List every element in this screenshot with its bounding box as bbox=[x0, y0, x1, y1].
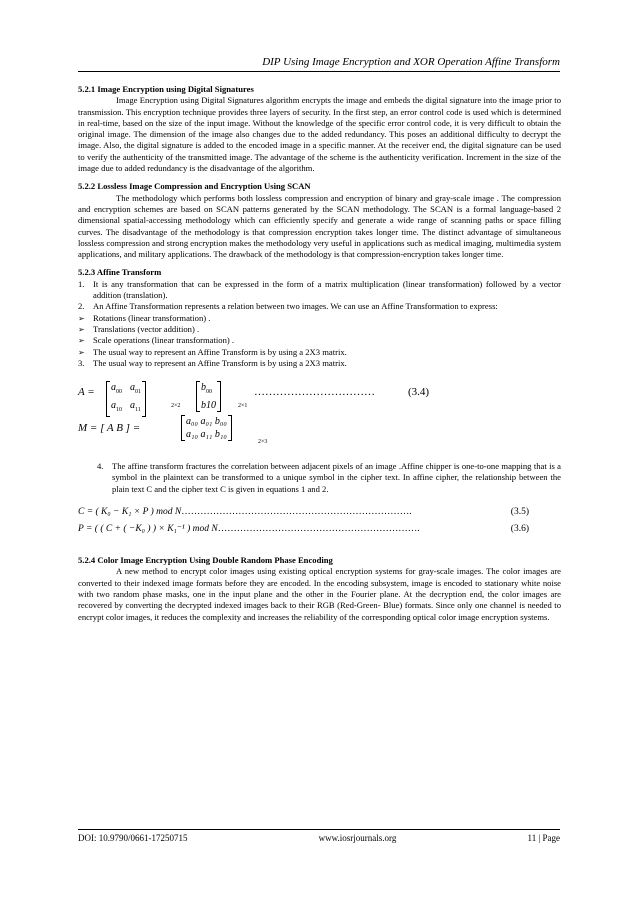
section-paragraph-5-2-2: The methodology which performs both lossless compression and encryption of binary and gray-scale image . The compression and encryption schemes are based on SCAN patterns generated by the SCAN methodology. The SCAN is a formal language-based 2 dimensional spatial-accessing methodology which can efficiently specify and generate a wide range of scanning paths or space filling curves. The disadvantage of the methodology is that compression encryption takes longer time. The distinct advantage of simultaneous lossless compression and strong encryption makes the methodology very useful in applications such as medical imaging, multimedia system applications, and military applications. The drawback of the methodology is that compression-encryption takes longer time. bbox=[78, 192, 561, 260]
arrow-bullet-icon: ➢ bbox=[78, 347, 85, 357]
matrix-cell: a bbox=[130, 382, 135, 394]
equation-formula: C = ( K₀ − K₁ × P ) mod N bbox=[78, 507, 182, 518]
equation-3-4 bbox=[78, 381, 561, 451]
list-item bbox=[78, 279, 561, 302]
bullet-item bbox=[78, 347, 561, 358]
section-heading-5-2-3: 5.2.3 Affine Transform bbox=[78, 267, 162, 278]
bullet-text: Scale operations (linear transformation) . bbox=[93, 335, 235, 346]
matrix-m-dimension: 2×3 bbox=[258, 439, 268, 446]
matrix-m bbox=[181, 415, 232, 441]
arrow-bullet-icon: ➢ bbox=[78, 324, 85, 334]
arrow-bullet-icon: ➢ bbox=[78, 336, 85, 346]
equation-expression bbox=[78, 524, 420, 535]
bullet-text: Rotations (linear transformation) . bbox=[93, 312, 211, 323]
list-item bbox=[78, 301, 561, 312]
matrix-cell: a bbox=[111, 382, 116, 394]
equation-formula: P = ( ( C + ( −K₀ ) ) × K₁⁻¹ ) mod N bbox=[78, 524, 218, 535]
matrix-cell-subscript: 00 bbox=[116, 389, 122, 396]
matrix-a-label: A = bbox=[78, 386, 95, 399]
list-item bbox=[78, 358, 561, 369]
matrix-cell-subscript: 10 bbox=[116, 407, 122, 414]
list-number: 3. bbox=[78, 357, 85, 368]
list-text: It is any transformation that can be expressed in the form of a matrix multiplication (linear transformation) followed by a vector addition (translation). bbox=[93, 278, 561, 301]
equation-3-5 bbox=[78, 507, 561, 524]
matrix-cell: a bbox=[130, 400, 135, 412]
equation-3-6 bbox=[78, 524, 561, 541]
matrix-row: a₁₀ a₁₁ b₁₀ bbox=[186, 429, 227, 441]
footer-page-number: 11 | Page bbox=[527, 833, 560, 843]
matrix-cell-subscript: 00 bbox=[206, 389, 212, 396]
list-text: The usual way to represent an Affine Transform is by using a 2X3 matrix. bbox=[93, 357, 347, 368]
matrix-a-dimension: 2×2 bbox=[171, 403, 181, 410]
section-heading-5-2-2: 5.2.2 Lossless Image Compression and Encryption Using SCAN bbox=[78, 181, 311, 192]
matrix-b-dimension: 2×1 bbox=[238, 403, 248, 410]
equation-number: (3.4) bbox=[408, 386, 430, 399]
header-rule bbox=[78, 71, 560, 72]
arrow-bullet-icon: ➢ bbox=[78, 313, 85, 323]
page-body bbox=[78, 84, 561, 623]
list-text: An Affine Transformation represents a relation between two images. We can use an Affine Transformation to express: bbox=[93, 301, 498, 312]
bullet-text: The usual way to represent an Affine Transform is by using a 2X3 matrix. bbox=[93, 346, 347, 357]
matrix-row: a₀₀ a₀₁ b₀₀ bbox=[186, 416, 227, 428]
section-paragraph-5-2-4: A new method to encrypt color images using existing optical encryption systems for gray-scale images. The color images are converted to their indexed image formats before they are encoded. In the encoding subsystem, image is encoded to stationary white noise with two random phase masks, one in the input plane and the other in the Fourier plane. At the decryption end, the color images are recovered by converting the decrypted indexed images back to their RGB (Red-Green- Blue) formats. Since only one channel is needed to encrypt color images, it reduces the complexity and increases the reliability of the corresponding optical color image encryption systems. bbox=[78, 566, 561, 622]
page-footer bbox=[78, 833, 560, 844]
matrix-a bbox=[106, 381, 146, 417]
matrix-cell: b bbox=[201, 382, 206, 394]
equation-number: (3.5) bbox=[510, 507, 529, 518]
equation-block bbox=[78, 507, 561, 541]
list-item bbox=[97, 461, 561, 495]
matrix-b bbox=[196, 381, 221, 412]
matrix-cell: a bbox=[111, 400, 116, 412]
footer-doi: DOI: 10.9790/0661-17250715 bbox=[78, 833, 188, 843]
bullet-item bbox=[78, 324, 561, 335]
section-paragraph-5-2-1: Image Encryption using Digital Signatures algorithm encrypts the image and embeds the digital signature into the image prior to transmission. This encryption technique provides three layers of security. In the first step, an error control code is used which is determined in real-time, based on the size of the input image. Without the knowledge of the specific error control code, it is very difficult to obtain the original image. The dimension of the image also changes due to the added redundancy. This poses an additional difficulty to decrypt the image. Also, the digital signature is added to the encoded image in a specific manner. At the receiver end, the digital signature can be used to verify the authenticity of the transmitted image. The advantage of the scheme is the authenticity verification. Increment in the size of the image due to added redundancy is the disadvantage of the algorithm. bbox=[78, 95, 561, 174]
running-head: DIP Using Image Encryption and XOR Operation Affine Transform bbox=[262, 56, 560, 68]
equation-dots: ………………………………………………………………. bbox=[181, 507, 412, 518]
bullet-item bbox=[78, 335, 561, 346]
matrix-cell-subscript: 01 bbox=[135, 389, 141, 396]
section-heading-5-2-1: 5.2.1 Image Encryption using Digital Signatures bbox=[78, 84, 254, 94]
list-text: The affine transform fractures the correlation between adjacent pixels of an image .Affine chipper is one-to-one mapping that is a symbol in the plaintext can be transformed to a unique symbol in the cipher text. In affine cipher, the relationship between the plain text C and the cipher text C is given in equations 1 and 2. bbox=[112, 461, 561, 494]
list-number: 4. bbox=[97, 461, 104, 472]
matrix-cell: b10 bbox=[201, 400, 216, 412]
list-number: 1. bbox=[78, 278, 85, 289]
list-number: 2. bbox=[78, 301, 85, 312]
equation-dots: ………………………………………………………. bbox=[217, 524, 420, 535]
matrix-cell-subscript: 11 bbox=[135, 407, 141, 414]
equation-number: (3.6) bbox=[510, 524, 529, 535]
bullet-item bbox=[78, 313, 561, 324]
matrix-m-label: M = [ A B ] = bbox=[78, 422, 141, 435]
footer-website-link[interactable]: www.iosrjournals.org bbox=[318, 833, 397, 843]
bullet-text: Translations (vector addition) . bbox=[93, 323, 200, 334]
equation-dots: …………………………… bbox=[254, 386, 375, 399]
footer-rule bbox=[78, 829, 560, 830]
section-heading-5-2-4: 5.2.4 Color Image Encryption Using Double Random Phase Encoding bbox=[78, 555, 333, 566]
equation-expression bbox=[78, 507, 412, 518]
